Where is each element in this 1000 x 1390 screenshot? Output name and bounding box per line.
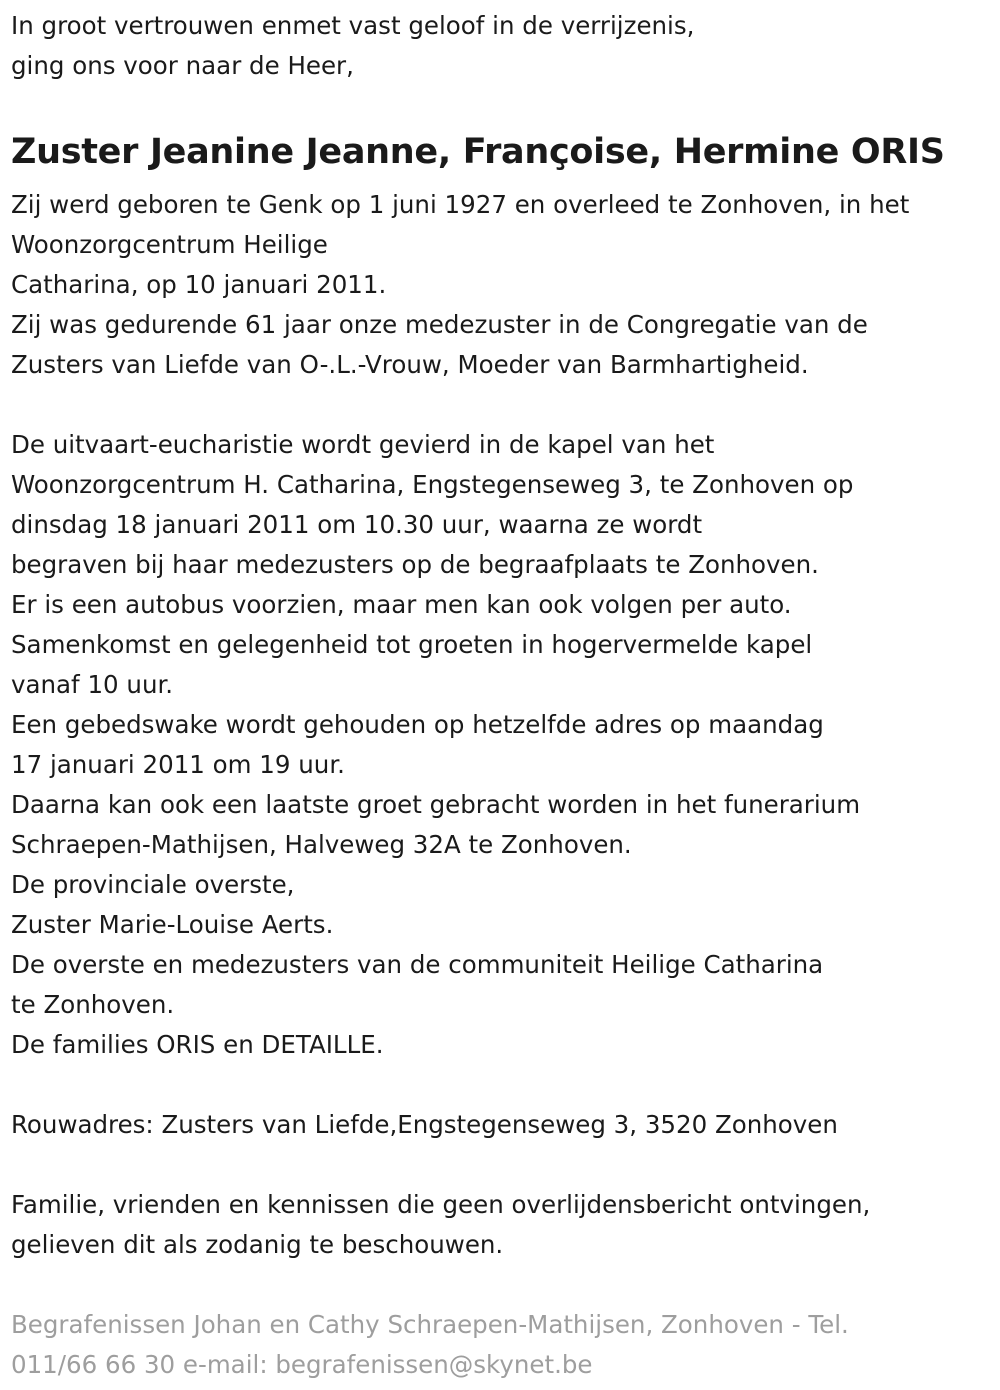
ceremony-line: te Zonhoven.	[11, 990, 175, 1019]
ceremony-line: dinsdag 18 januari 2011 om 10.30 uur, waarna ze wordt	[11, 510, 703, 539]
ceremony-line: 17 januari 2011 om 19 uur.	[11, 750, 345, 779]
notice-line: gelieven dit als zodanig te beschouwen.	[11, 1230, 504, 1259]
bio-line: Zij was gedurende 61 jaar onze medezuster in de Congregatie van de	[11, 310, 868, 339]
deceased-name: Zuster Jeanine Jeanne, Françoise, Hermine ORIS	[11, 132, 945, 172]
ceremony-line: De provinciale overste,	[11, 870, 295, 899]
ceremony-section	[11, 425, 986, 1065]
mourning-address: Rouwadres: Zusters van Liefde,Engstegenseweg 3, 3520 Zonhoven	[11, 1110, 838, 1139]
notice-section	[11, 1185, 986, 1265]
notice-line: Familie, vrienden en kennissen die geen overlijdensbericht ontvingen,	[11, 1190, 871, 1219]
footer-line: 011/66 66 30 e-mail: begrafenissen@skynet.be	[11, 1350, 593, 1379]
ceremony-line: De overste en medezusters van de communiteit Heilige Catharina	[11, 950, 824, 979]
intro-section	[11, 6, 986, 86]
ceremony-line: De families ORIS en DETAILLE.	[11, 1030, 384, 1059]
ceremony-line: begraven bij haar medezusters op de begraafplaats te Zonhoven.	[11, 550, 819, 579]
ceremony-line: Zuster Marie-Louise Aerts.	[11, 910, 334, 939]
footer-line: Begrafenissen Johan en Cathy Schraepen-Mathijsen, Zonhoven - Tel.	[11, 1310, 849, 1339]
ceremony-line: Schraepen-Mathijsen, Halveweg 32A te Zonhoven.	[11, 830, 632, 859]
ceremony-line: Samenkomst en gelegenheid tot groeten in hogervermelde kapel	[11, 630, 813, 659]
obituary-document	[11, 6, 986, 1385]
ceremony-line: Woonzorgcentrum H. Catharina, Engstegenseweg 3, te Zonhoven op	[11, 470, 854, 499]
ceremony-line: De uitvaart-eucharistie wordt gevierd in de kapel van het	[11, 430, 715, 459]
bio-line: Catharina, op 10 januari 2011.	[11, 270, 387, 299]
ceremony-line: vanaf 10 uur.	[11, 670, 174, 699]
bio-line: Zusters van Liefde van O-.L.-Vrouw, Moeder van Barmhartigheid.	[11, 350, 809, 379]
bio-section	[11, 185, 986, 385]
intro-line: ging ons voor naar de Heer,	[11, 51, 354, 80]
ceremony-line: Daarna kan ook een laatste groet gebracht worden in het funerarium	[11, 790, 861, 819]
ceremony-line: Een gebedswake wordt gehouden op hetzelfde adres op maandag	[11, 710, 824, 739]
bio-line: Woonzorgcentrum Heilige	[11, 230, 328, 259]
ceremony-line: Er is een autobus voorzien, maar men kan ook volgen per auto.	[11, 590, 792, 619]
intro-line: In groot vertrouwen enmet vast geloof in de verrijzenis,	[11, 11, 695, 40]
bio-line: Zij werd geboren te Genk op 1 juni 1927 en overleed te Zonhoven, in het	[11, 190, 910, 219]
funeral-home-footer	[11, 1305, 986, 1385]
